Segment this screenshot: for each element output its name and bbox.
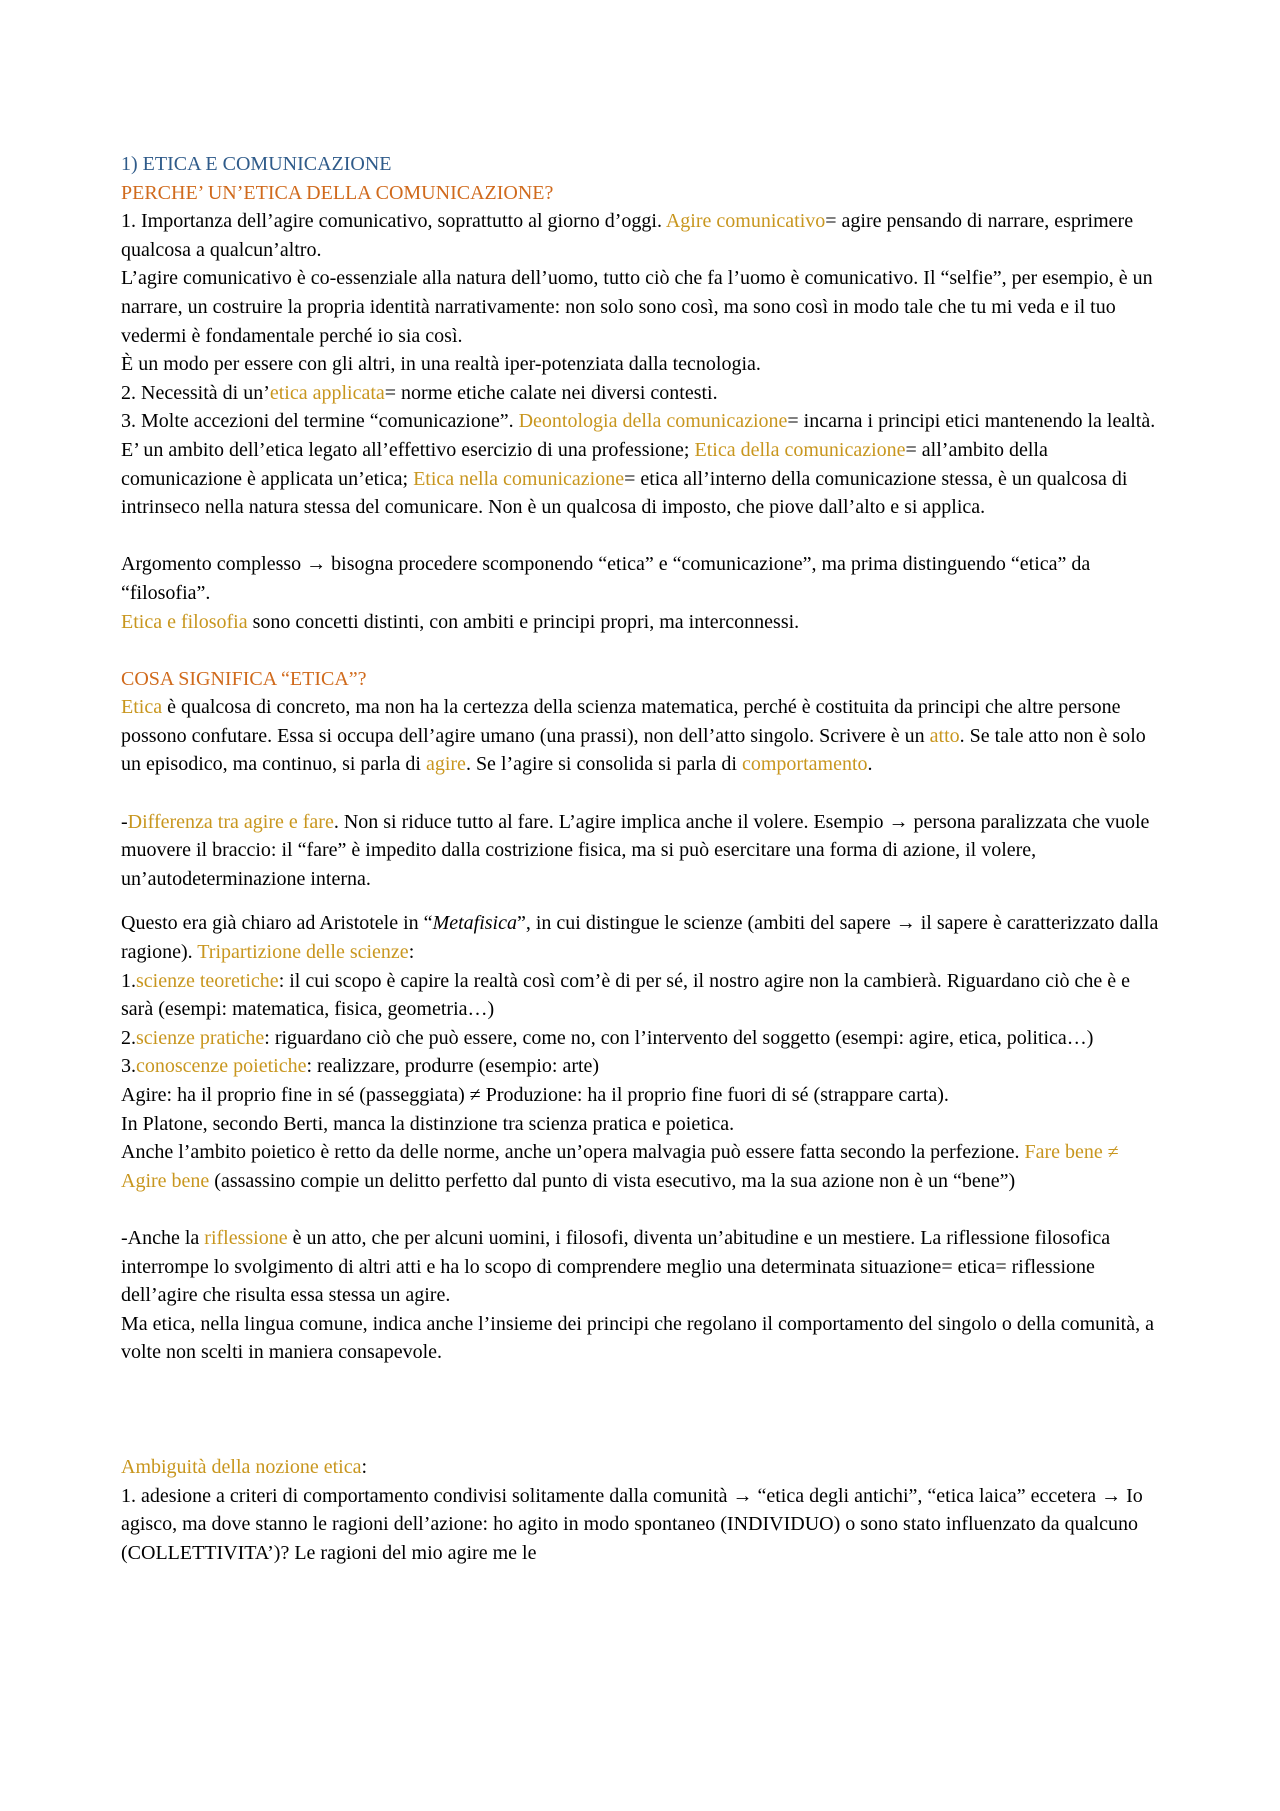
paragraph: Questo era già chiaro ad Aristotele in “Metafisica”, in cui distingue le scienze (ambiti del sapere → il sapere è caratterizzato dalla ragione). Tripartizione delle scienze: bbox=[121, 912, 1159, 964]
paragraph: L’agire comunicativo è co-essenziale alla natura dell’uomo, tutto ciò che fa l’uomo è comunicativo. Il “selfie”, per esempio, è un narrare, un costruire la propria identità narrativamente: non solo sono così, ma sono così in modo tale che tu mi veda e il tuo vedermi è fondamentale perché io sia così. bbox=[121, 267, 1153, 347]
paragraph: Agire: ha il proprio fine in sé (passeggiata) ≠ Produzione: ha il proprio fine fuori di sé (strappare carta). bbox=[121, 1084, 949, 1106]
highlight-term: Etica della comunicazione bbox=[694, 438, 906, 461]
highlight-term: Deontologia della comunicazione bbox=[518, 410, 788, 433]
paragraph: Anche l’ambito poietico è retto da delle norme, anche un’opera malvagia può essere fatta secondo la perfezione. Fare bene ≠ Agire bene (assassino compie un delitto perfetto dal punto di vista esecutivo, ma la sua azione non è un “bene”) bbox=[121, 1141, 1119, 1192]
list-item: 2.scienze pratiche: riguardano ciò che può essere, come no, con l’intervento del soggetto (esempi: agire, etica, politica…) bbox=[121, 1026, 1094, 1049]
highlight-term: Agire comunicativo bbox=[665, 210, 826, 233]
paragraph: Etica è qualcosa di concreto, ma non ha la certezza della scienza matematica, perché è costituita da principi che altre persone possono confutare. Essa si occupa dell’agire umano (una prassi), non dell’atto singolo. Scrivere è un atto. Se tale atto non è solo un episodico, ma continuo, si parla di agire. Se l’agire si consolida si parla di comportamento. bbox=[121, 696, 1146, 776]
section-heading: Ambiguità della nozione etica: bbox=[121, 1455, 368, 1478]
book-title: Metafisica bbox=[432, 912, 517, 935]
list-item: 3.conoscenze poietiche: realizzare, produrre (esempio: arte) bbox=[121, 1055, 600, 1078]
paragraph: Ma etica, nella lingua comune, indica anche l’insieme dei principi che regolano il comportamento del singolo o della comunità, a volte non scelti in maniera consapevole. bbox=[121, 1312, 1154, 1364]
highlight-term: agire bbox=[425, 753, 466, 776]
highlight-term: comportamento bbox=[741, 753, 868, 776]
highlight-term: Differenza tra agire e fare bbox=[127, 810, 334, 833]
paragraph: Etica e filosofia sono concetti distinti, con ambiti e principi propri, ma interconnessi. bbox=[121, 610, 800, 633]
highlight-term: Etica e filosofia bbox=[121, 610, 248, 633]
highlight-term: etica applicata bbox=[269, 381, 385, 404]
paragraph: -Differenza tra agire e fare. Non si riduce tutto al fare. L’agire implica anche il volere. Esempio → persona paralizzata che vuole muovere il braccio: il “fare” è impedito dalla costrizione fisica, ma si può esercitare una forma di azione, il volere, un’autodeterminazione interna. bbox=[121, 810, 1150, 890]
paragraph: 1. adesione a criteri di comportamento condivisi solitamente dalla comunità → “etica degli antichi”, “etica laica” eccetera → Io agisco, ma dove stanno le ragioni dell’azione: ho agito in modo spontaneo (INDIVIDUO) o sono stato influenzato da qualcuno (COLLETTIVITA’)? Le ragioni del mio agire me le bbox=[121, 1484, 1143, 1564]
section-heading: COSA SIGNIFICA “ETICA”? bbox=[121, 667, 367, 690]
highlight-term: Etica bbox=[121, 696, 163, 719]
highlight-term: atto bbox=[929, 724, 960, 747]
paragraph: -Anche la riflessione è un atto, che per alcuni uomini, i filosofi, diventa un’abitudine e un mestiere. La riflessione filosofica interrompe lo svolgimento di altri atti e ha lo scopo di comprendere meglio una determinata situazione= etica= riflessione dell’agire che risulta essa stessa un agire. bbox=[121, 1226, 1111, 1307]
highlight-term: Fare bene ≠ Agire bene bbox=[121, 1141, 1119, 1192]
paragraph: 1. Importanza dell’agire comunicativo, soprattutto al giorno d’oggi. Agire comunicativo= agire pensando di narrare, esprimere qualcosa a qualcun’altro. bbox=[121, 210, 1134, 261]
section-title: 1) ETICA E COMUNICAZIONE bbox=[121, 153, 392, 175]
highlight-term: Tripartizione delle scienze bbox=[197, 941, 409, 964]
highlight-term: riflessione bbox=[204, 1226, 288, 1249]
paragraph: 3. Molte accezioni del termine “comunicazione”. Deontologia della comunicazione= incarna i principi etici mantenendo la lealtà. E’ un ambito dell’etica legato all’effettivo esercizio di una professione; Etica della comunicazione= all’ambito della comunicazione è applicata un’etica; Etica nella comunicazione= etica all’interno della comunicazione stessa, è un qualcosa di intrinseco nella natura stessa del comunicare. Non è un qualcosa di imposto, che piove dall’alto e si applica. bbox=[121, 410, 1156, 519]
paragraph: È un modo per essere con gli altri, in una realtà iper-potenziata dalla tecnologia. bbox=[121, 353, 761, 376]
highlight-term: scienze pratiche bbox=[136, 1026, 265, 1049]
highlight-term: conoscenze poietiche bbox=[136, 1055, 307, 1078]
document-body bbox=[121, 150, 1161, 1567]
list-item: 1.scienze teoretiche: il cui scopo è capire la realtà così com’è di per sé, il nostro agire non la cambierà. Riguardano ciò che è e sarà (esempi: matematica, fisica, geometria…) bbox=[121, 969, 1131, 1021]
paragraph: In Platone, secondo Berti, manca la distinzione tra scienza pratica e poietica. bbox=[121, 1112, 735, 1135]
highlight-term: Etica nella comunicazione bbox=[413, 467, 625, 490]
section-heading: PERCHE’ UN’ETICA DELLA COMUNICAZIONE? bbox=[121, 181, 554, 204]
paragraph: 2. Necessità di un’etica applicata= norme etiche calate nei diversi contesti. bbox=[121, 381, 718, 404]
paragraph: Argomento complesso → bisogna procedere scomponendo “etica” e “comunicazione”, ma prima distinguendo “etica” da “filosofia”. bbox=[121, 553, 1091, 604]
highlight-term: scienze teoretiche bbox=[136, 969, 279, 992]
